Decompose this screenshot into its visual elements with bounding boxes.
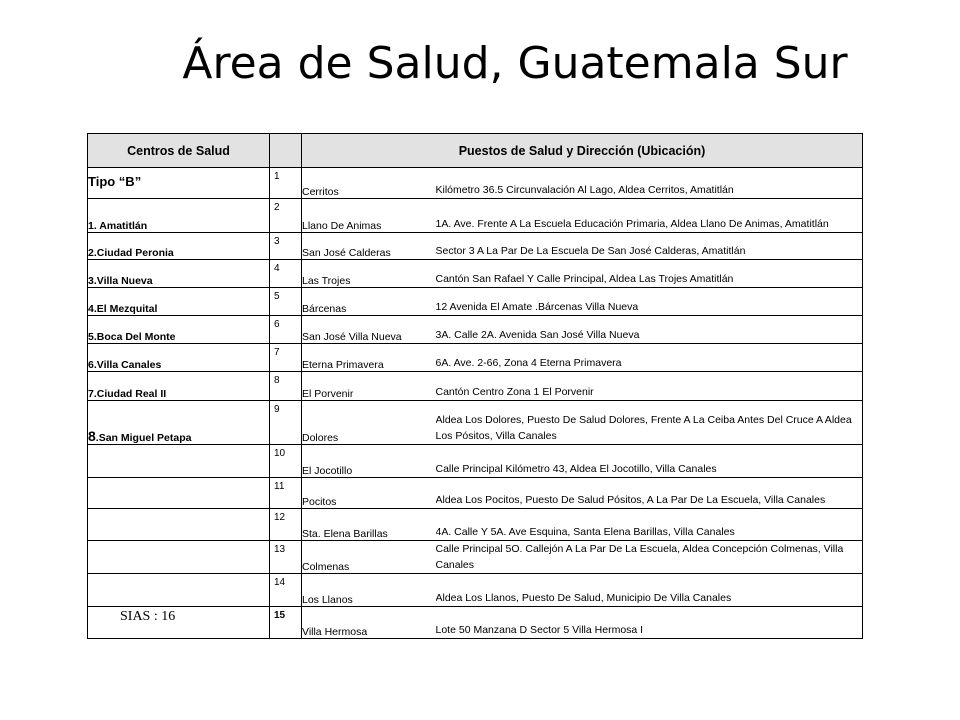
row-number: 11	[274, 481, 285, 492]
row-number-cell	[270, 509, 302, 541]
centro-cell: Tipo “B”	[88, 168, 270, 199]
header-puestos: Puestos de Salud y Dirección (Ubicación)	[302, 134, 863, 168]
table-row	[88, 607, 863, 639]
row-number-cell	[270, 445, 302, 478]
puesto-cell: Eterna Primavera	[302, 344, 436, 372]
direccion-cell: Calle Principal Kilómetro 43, Aldea El Jocotillo, Villa Canales	[436, 445, 863, 478]
row-number-cell	[270, 344, 302, 372]
health-areas-table	[87, 133, 863, 639]
puesto-cell: Villa Hermosa	[302, 607, 436, 639]
direccion-cell: Cantón San Rafael Y Calle Principal, Aldea Las Trojes Amatitlán	[436, 260, 863, 288]
direccion-cell: Aldea Los Pocitos, Puesto De Salud Pósitos, A La Par De La Escuela, Villa Canales	[436, 478, 863, 509]
puesto-cell: Bárcenas	[302, 288, 436, 316]
centro-cell	[88, 574, 270, 607]
centro-cell: 2.Ciudad Peronia	[88, 233, 270, 260]
row-number: 1	[274, 171, 280, 182]
direccion-cell: 1A. Ave. Frente A La Escuela Educación Primaria, Aldea Llano De Animas, Amatitlán	[436, 199, 863, 233]
row-number: 8	[274, 375, 280, 386]
row-number-cell	[270, 401, 302, 445]
puesto-cell: Cerritos	[302, 168, 436, 199]
puesto-cell: Colmenas	[302, 541, 436, 574]
centro-cell: 6.Villa Canales	[88, 344, 270, 372]
table-row	[88, 401, 863, 445]
row-number-cell	[270, 541, 302, 574]
row-number-cell	[270, 574, 302, 607]
direccion-cell: 6A. Ave. 2-66, Zona 4 Eterna Primavera	[436, 344, 863, 372]
puesto-cell: El Jocotillo	[302, 445, 436, 478]
direccion-cell: Aldea Los Dolores, Puesto De Salud Dolores, Frente A La Ceiba Antes Del Cruce A Aldea Los Pósitos, Villa Canales	[436, 401, 863, 445]
row-number-cell	[270, 372, 302, 401]
table-row	[88, 233, 863, 260]
row-number: 15	[274, 610, 286, 621]
direccion-cell: 4A. Calle Y 5A. Ave Esquina, Santa Elena Barillas, Villa Canales	[436, 509, 863, 541]
table-row	[88, 372, 863, 401]
puesto-cell: Pocitos	[302, 478, 436, 509]
centro-cell: 5.Boca Del Monte	[88, 316, 270, 344]
header-spacer	[270, 134, 302, 168]
puesto-cell: Llano De Animas	[302, 199, 436, 233]
row-number: 6	[274, 319, 280, 330]
row-number: 5	[274, 291, 280, 302]
row-number: 14	[274, 577, 286, 588]
table-row	[88, 509, 863, 541]
centro-cell	[88, 401, 270, 445]
table-row	[88, 541, 863, 574]
puesto-cell: Dolores	[302, 401, 436, 445]
sias-cell: SIAS : 16	[88, 607, 270, 639]
table-row	[88, 199, 863, 233]
row-number-cell	[270, 288, 302, 316]
table-row	[88, 478, 863, 509]
table-row	[88, 288, 863, 316]
centro-number: 8	[88, 428, 96, 444]
centro-cell	[88, 445, 270, 478]
page-title: Área de Salud, Guatemala Sur	[182, 38, 848, 89]
puesto-cell: San José Calderas	[302, 233, 436, 260]
puesto-cell: Las Trojes	[302, 260, 436, 288]
row-number-cell	[270, 478, 302, 509]
row-number-cell	[270, 199, 302, 233]
puesto-cell: Los Llanos	[302, 574, 436, 607]
centro-cell: 3.Villa Nueva	[88, 260, 270, 288]
row-number: 7	[274, 347, 280, 358]
centro-name: .San Miguel Petapa	[95, 432, 192, 444]
direccion-cell: Kilómetro 36.5 Circunvalación Al Lago, Aldea Cerritos, Amatitlán	[436, 168, 863, 199]
centro-cell: 1. Amatitlán	[88, 199, 270, 233]
table-row	[88, 168, 863, 199]
row-number-cell	[270, 260, 302, 288]
direccion-cell: Calle Principal 5O. Callejón A La Par De La Escuela, Aldea Concepción Colmenas, Villa Canales	[436, 541, 863, 574]
row-number: 3	[274, 236, 280, 247]
row-number: 2	[274, 202, 280, 213]
row-number-cell	[270, 607, 302, 639]
puesto-cell: El Porvenir	[302, 372, 436, 401]
row-number-cell	[270, 316, 302, 344]
table-row	[88, 260, 863, 288]
row-number: 4	[274, 263, 280, 274]
centro-cell	[88, 478, 270, 509]
centro-cell	[88, 509, 270, 541]
table-row	[88, 344, 863, 372]
puesto-cell: San José Villa Nueva	[302, 316, 436, 344]
direccion-cell: 3A. Calle 2A. Avenida San José Villa Nueva	[436, 316, 863, 344]
row-number: 12	[274, 512, 286, 523]
row-number: 13	[274, 544, 286, 555]
table-row	[88, 445, 863, 478]
row-number: 10	[274, 448, 286, 459]
direccion-cell: 12 Avenida El Amate .Bárcenas Villa Nueva	[436, 288, 863, 316]
row-number-cell	[270, 233, 302, 260]
centro-cell: 4.El Mezquital	[88, 288, 270, 316]
header-centros: Centros de Salud	[88, 134, 270, 168]
centro-cell	[88, 541, 270, 574]
direccion-cell: Sector 3 A La Par De La Escuela De San José Calderas, Amatitlán	[436, 233, 863, 260]
row-number-cell	[270, 168, 302, 199]
table-header-row	[88, 134, 863, 168]
centro-cell: 7.Ciudad Real II	[88, 372, 270, 401]
direccion-cell: Cantón Centro Zona 1 El Porvenir	[436, 372, 863, 401]
table-row	[88, 316, 863, 344]
direccion-cell: Lote 50 Manzana D Sector 5 Villa Hermosa I	[436, 607, 863, 639]
row-number: 9	[274, 404, 280, 415]
table-row	[88, 574, 863, 607]
puesto-cell: Sta. Elena Barillas	[302, 509, 436, 541]
direccion-cell: Aldea Los Llanos, Puesto De Salud, Municipio De Villa Canales	[436, 574, 863, 607]
